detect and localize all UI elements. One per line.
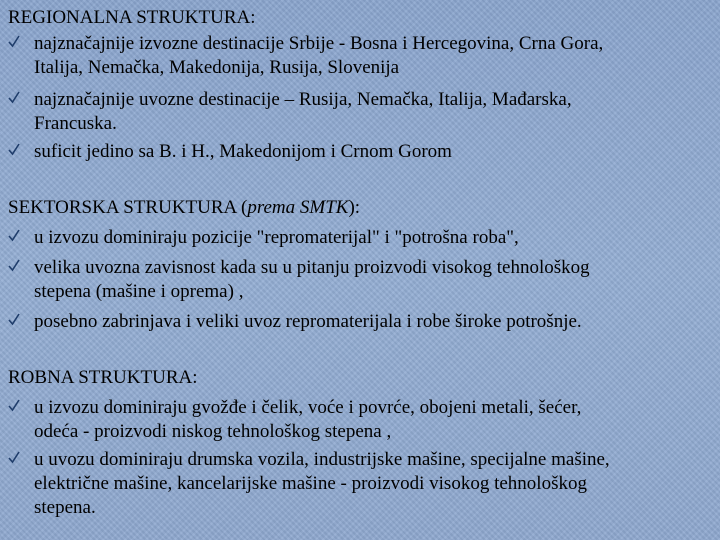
checkmark-icon (8, 312, 20, 328)
list-item-text: suficit jedino sa B. i H., Makedonijom i Crnom Gorom (34, 141, 452, 162)
checkmark-icon (8, 34, 20, 50)
list-item-text: najznačajnije uvozne destinacije – Rusija, Nemačka, Italija, Mađarska, (34, 89, 572, 110)
checkmark-icon (8, 258, 20, 274)
checkmark-icon (8, 142, 20, 158)
list-item-text: u uvozu dominiraju drumska vozila, industrijske mašine, specijalne mašine, (34, 449, 610, 470)
section-heading-commodity: ROBNA STRUKTURA: (8, 367, 198, 388)
list-item-text: električne mašine, kancelarijske mašine - proizvodi visokog tehnološkog (34, 473, 587, 494)
list-item-text: Francuska. (34, 113, 117, 134)
checkmark-icon (8, 398, 20, 414)
list-item-text: najznačajnije izvozne destinacije Srbije - Bosna i Hercegovina, Crna Gora, (34, 33, 604, 54)
list-item-text: stepena. (34, 497, 96, 518)
list-item-text: Italija, Nemačka, Makedonija, Rusija, Slovenija (34, 57, 400, 78)
list-item-text: velika uvozna zavisnost kada su u pitanju proizvodi visokog tehnološkog (34, 257, 590, 278)
list-item-text: odeća - proizvodi niskog tehnološkog stepena , (34, 421, 392, 442)
checkmark-icon (8, 450, 20, 466)
list-item-text: u izvozu dominiraju gvožđe i čelik, voće i povrće, obojeni metali, šećer, (34, 397, 582, 418)
heading-text-italic: prema SMTK (247, 197, 349, 218)
list-item-text: u izvozu dominiraju pozicije "repromaterijal" i "potrošna roba", (34, 227, 519, 248)
checkmark-icon (8, 228, 20, 244)
checkmark-icon (8, 90, 20, 106)
list-item-text: posebno zabrinjava i veliki uvoz repromaterijala i robe široke potrošnje. (34, 311, 582, 332)
heading-text-end: ): (348, 197, 361, 218)
section-heading-sectoral (8, 198, 360, 218)
heading-text: SEKTORSKA STRUKTURA ( (8, 197, 248, 218)
section-heading-regional: REGIONALNA STRUKTURA: (8, 7, 256, 28)
list-item-text: stepena (mašine i oprema) , (34, 281, 244, 302)
